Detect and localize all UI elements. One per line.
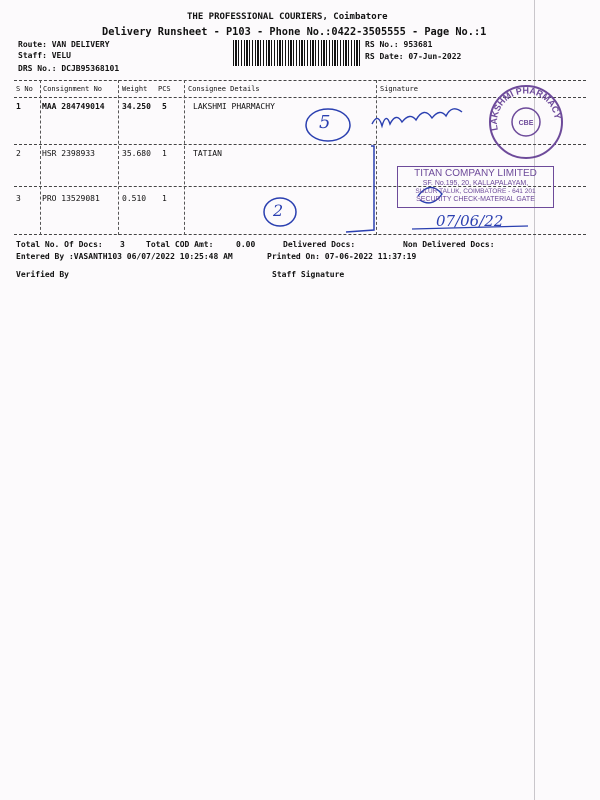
circled-two: 2 xyxy=(273,201,284,220)
row2-pcs: 1 xyxy=(162,149,167,158)
col-header-pcs: PCS xyxy=(158,85,171,93)
col-header-sno: S No xyxy=(16,85,33,93)
col-header-weight: Weight xyxy=(122,85,148,93)
drs-number: DRS No.: DCJB95368101 xyxy=(18,64,120,73)
row2-consignment: HSR 2398933 xyxy=(42,149,95,158)
circled-five: 5 xyxy=(319,112,331,133)
titan-stamp-line2: SF. No.195, 20, KALLAPALAYAM, xyxy=(422,180,529,187)
row2-weight: 35.680 xyxy=(122,149,151,158)
route: Route: VAN DELIVERY xyxy=(18,40,110,49)
row3-pcs: 1 xyxy=(162,194,167,203)
titan-stamp-line3: SULUR TALUK, COIMBATORE - 641 201 xyxy=(415,188,536,195)
row2-consignee: TATIAN xyxy=(193,149,222,158)
col-header-consignee: Consignee Details xyxy=(188,85,260,93)
total-cod-label: Total COD Amt: xyxy=(146,240,214,249)
staff-signature-label: Staff Signature xyxy=(272,270,345,279)
row1-pcs: 5 xyxy=(162,102,167,111)
titan-stamp-line1: TITAN COMPANY LIMITED xyxy=(414,168,537,179)
printed-on: Printed On: 07-06-2022 11:37:19 xyxy=(267,252,417,261)
handwritten-date: 07/06/22 xyxy=(436,212,504,230)
rs-number: RS No.: 953681 xyxy=(365,40,433,49)
total-cod-value: 0.00 xyxy=(236,240,256,249)
titan-stamp xyxy=(397,166,554,208)
entered-by: Entered By :VASANTH103 06/07/2022 10:25:48 AM xyxy=(16,252,233,261)
bracket-ink xyxy=(346,146,374,232)
row1-weight: 34.250 xyxy=(122,102,151,111)
col-header-consignment: Consignment No xyxy=(43,85,103,93)
runsheet-title: Delivery Runsheet - P103 - Phone No.:0422-3505555 - Page No.:1 xyxy=(102,26,487,38)
row1-consignment: MAA 284749014 xyxy=(42,102,105,111)
titan-stamp-line4: SECURITY CHECK-MATERIAL GATE xyxy=(416,196,535,203)
row2-sno: 2 xyxy=(16,149,21,158)
verified-by: Verified By xyxy=(16,270,69,279)
round-stamp-name: LAKSHMI PHARMACY xyxy=(488,85,563,132)
staff: Staff: VELU xyxy=(18,51,71,60)
round-stamp xyxy=(486,82,566,162)
row3-consignment: PRO 13529081 xyxy=(42,194,100,203)
row3-weight: 0.510 xyxy=(122,194,147,203)
row3-sno: 3 xyxy=(16,194,21,203)
round-stamp-city: CBE xyxy=(518,120,534,127)
row1-sno: 1 xyxy=(16,102,21,111)
delivered-docs-label: Delivered Docs: xyxy=(283,240,356,249)
signature-ink xyxy=(372,109,462,126)
total-docs-value: 3 xyxy=(120,240,125,249)
rs-date: RS Date: 07-Jun-2022 xyxy=(365,52,462,61)
col-header-signature: Signature xyxy=(380,85,418,93)
total-docs-label: Total No. Of Docs: xyxy=(16,240,103,249)
company-title: THE PROFESSIONAL COURIERS, Coimbatore xyxy=(187,12,388,22)
non-delivered-docs-label: Non Delivered Docs: xyxy=(403,240,495,249)
row1-consignee: LAKSHMI PHARMACHY xyxy=(193,102,275,111)
